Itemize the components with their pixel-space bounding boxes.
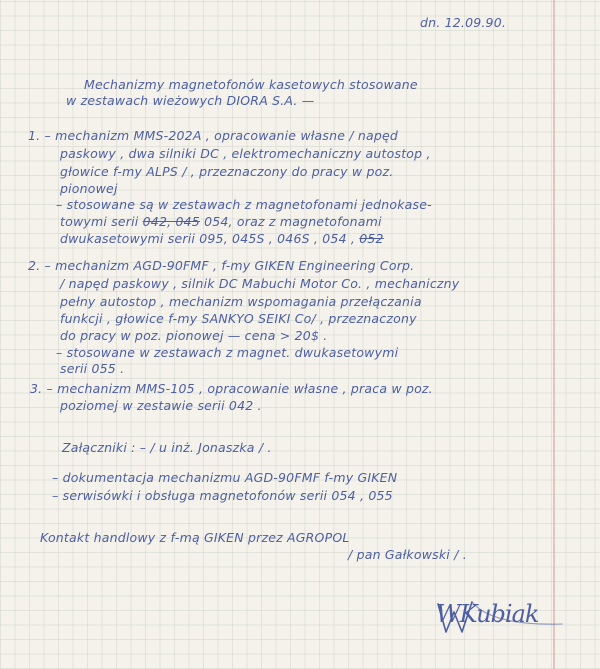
item-3-line-2: poziomej w zestawie serii 042 . xyxy=(60,398,262,413)
item-1-line-6-text-b: 054, oraz z magnetofonami xyxy=(199,214,382,229)
item-1-line-2: paskowy , dwa silniki DC , elektromechaniczny autostop , xyxy=(60,146,431,161)
item-2-line-5: do pracy w poz. pionowej — cena > 20$ . xyxy=(60,328,328,343)
item-1-line-1: 1. – mechanizm MMS-202A , opracowanie własne / napęd xyxy=(28,128,399,143)
signature: WKubiak xyxy=(436,600,539,628)
document-date: dn. 12.09.90. xyxy=(420,15,507,30)
item-1-line-4: pionowej xyxy=(60,181,118,196)
item-1-line-6-text-a: towymi serii xyxy=(60,214,143,229)
item-2-line-3: pełny autostop , mechanizm wspomagania przełączania xyxy=(60,294,422,309)
attachments-header: Załączniki : – / u inż. Jonaszka / . xyxy=(62,440,272,455)
item-1-line-7 xyxy=(60,231,384,246)
item-2-line-6: – stosowane w zestawach z magnet. dwukasetowymi xyxy=(56,345,399,360)
item-1-struck-series-2: 052 xyxy=(359,231,384,246)
item-1-line-5: – stosowane są w zestawach z magnetofonami jednokase- xyxy=(56,197,432,212)
attachment-1: – dokumentacja mechanizmu AGD-90FMF f-my GIKEN xyxy=(52,470,398,485)
item-3-line-1: 3. – mechanizm MMS-105 , opracowanie własne , praca w poz. xyxy=(30,381,433,396)
item-1-struck-series: 042, 045 xyxy=(142,214,200,229)
document-title-line-2: w zestawach wieżowych DIORA S.A. — xyxy=(66,93,315,108)
item-2-line-7: serii 055 . xyxy=(60,361,125,376)
document-title-line-1: Mechanizmy magnetofonów kasetowych stosowane xyxy=(84,77,418,92)
item-2-line-4: funkcji , głowice f-my SANKYO SEIKI Co/ , przeznaczony xyxy=(60,311,417,326)
item-2-line-1: 2. – mechanizm AGD-90FMF , f-my GIKEN Engineering Corp. xyxy=(28,258,415,273)
item-1-line-6 xyxy=(60,214,382,229)
item-2-line-2: / napęd paskowy , silnik DC Mabuchi Motor Co. , mechaniczny xyxy=(60,276,460,291)
item-1-line-3: głowice f-my ALPS / , przeznaczony do pracy w poz. xyxy=(60,164,394,179)
attachment-2: – serwisówki i obsługa magnetofonów serii 054 , 055 xyxy=(52,488,393,503)
item-1-line-7-text-a: dwukasetowymi serii 095, 045S , 046S , 054 , xyxy=(60,231,360,246)
trade-contact-line-1: Kontakt handlowy z f-mą GIKEN przez AGROPOL xyxy=(40,530,350,545)
trade-contact-line-2: / pan Gałkowski / . xyxy=(348,547,467,562)
